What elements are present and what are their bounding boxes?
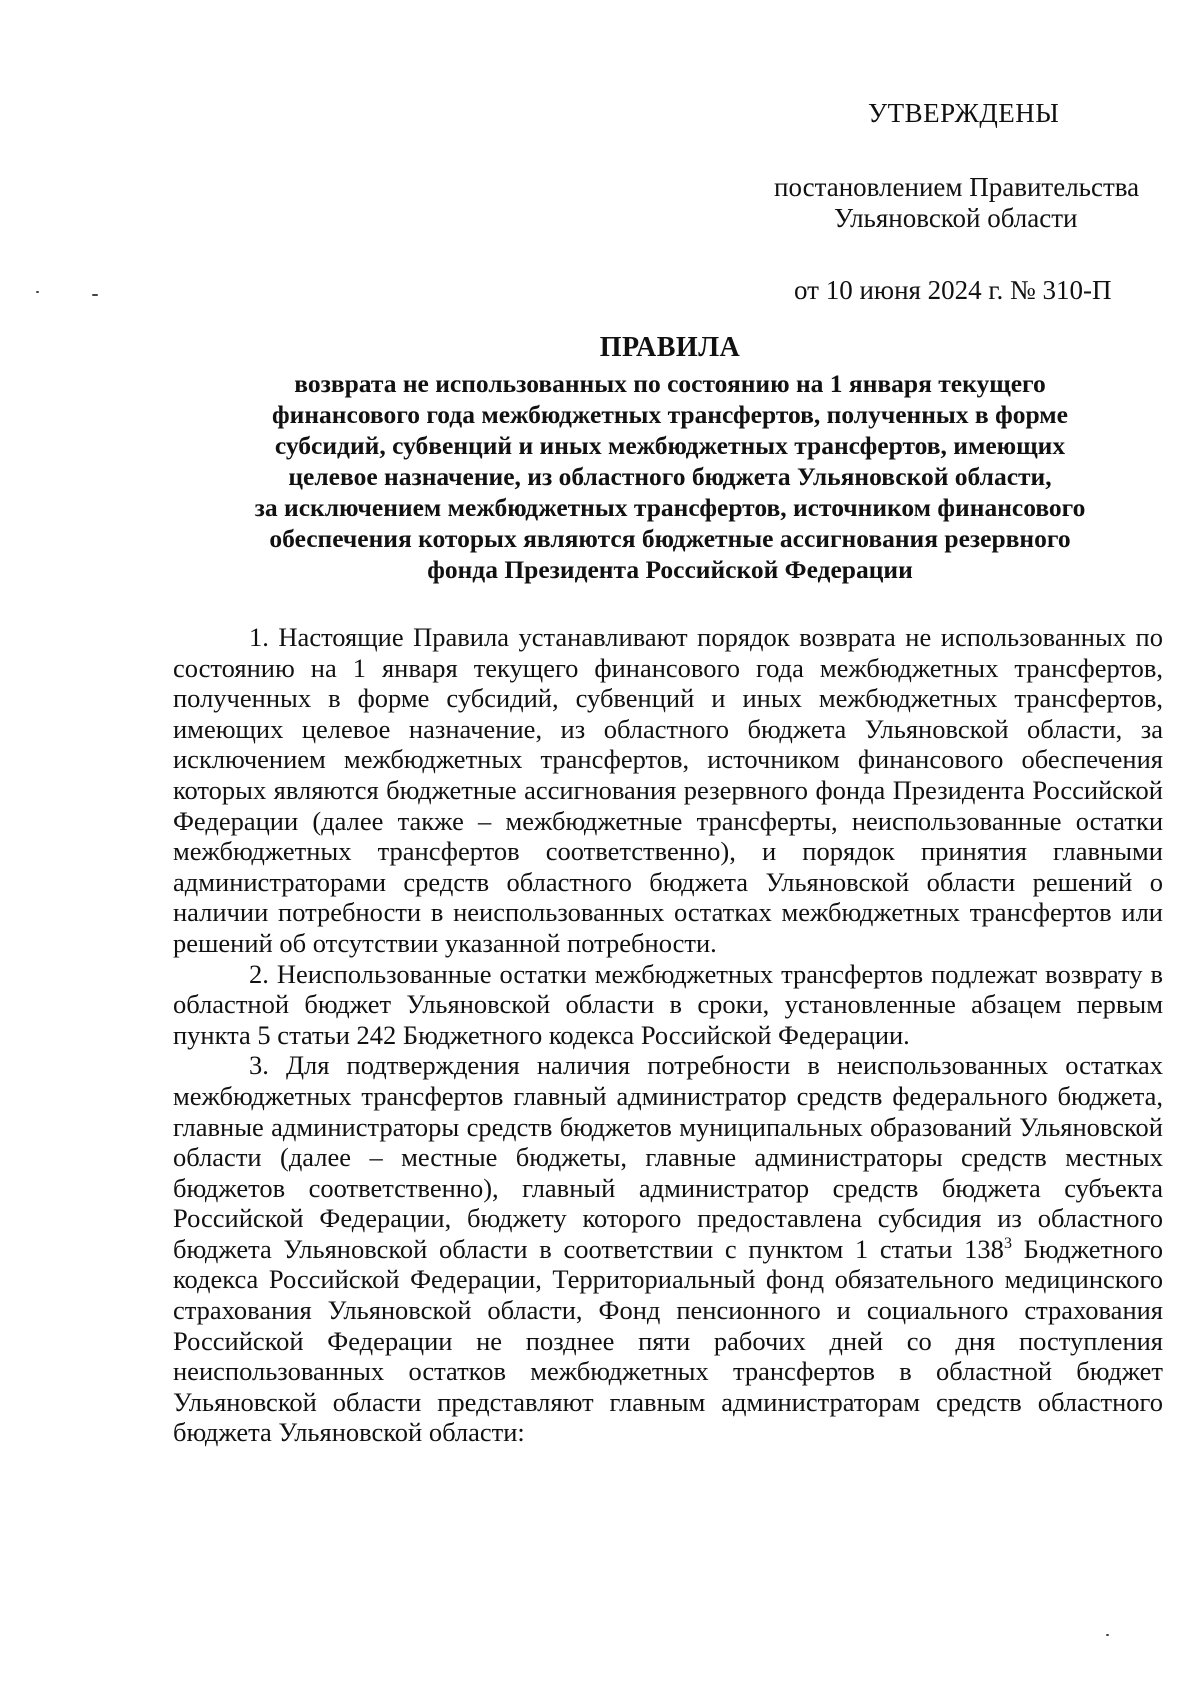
document-subtitle-line: финансового года межбюджетных трансфертов, полученных в форме xyxy=(272,400,1068,429)
approval-resolution-line: постановлением Правительства xyxy=(774,172,1140,202)
scan-speck xyxy=(1106,1634,1109,1636)
document-subtitle-line: фонда Президента Российской Федерации xyxy=(427,555,913,584)
document-body xyxy=(173,622,1163,1448)
document-subtitle-line: субсидий, субвенций и иных межбюджетных трансфертов, имеющих xyxy=(274,431,1066,460)
document-subtitle-line: целевое назначение, из областного бюджета Ульяновской области, xyxy=(288,462,1052,491)
paragraph-3 xyxy=(173,1050,1163,1448)
approval-region-line: Ульяновской области xyxy=(834,203,1078,233)
document-subtitle-line: за исключением межбюджетных трансфертов, источником финансового xyxy=(254,493,1086,522)
article-number-superscript: 3 xyxy=(1003,1235,1012,1253)
scan-speck xyxy=(92,294,98,296)
document-title: ПРАВИЛА xyxy=(599,332,741,363)
paragraph-1: 1. Настоящие Правила устанавливают порядок возврата не использованных по состоянию на 1 января текущего финансового года межбюджетных трансфертов, полученных в форме субсидий, субвенций и иных межбюджетных трансфертов, имеющих целевое назначение, из областного бюджета Ульяновской области, за исключением межбюджетных трансфертов, источником финансового обеспечения которых являются бюджетные ассигнования резервного фонда Президента Российской Федерации (далее также – межбюджетные трансферты, неиспользованные остатки межбюджетных трансфертов соответственно), и порядок принятия главными администраторами средств областного бюджета Ульяновской области решений о наличии потребности в неиспользованных остатках межбюджетных трансфертов или решений об отсутствии указанной потребности. xyxy=(173,622,1163,958)
document-title-block xyxy=(170,332,1170,585)
paragraph-2: 2. Неиспользованные остатки межбюджетных трансфертов подлежат возврату в областной бюджет Ульяновской области в сроки, установленные абзацем первым пункта 5 статьи 242 Бюджетного кодекса Российской Федерации. xyxy=(173,958,1163,1050)
paragraph-3-text-continued: Бюджетного кодекса Российской Федерации, Территориальный фонд обязательного медицинского страхования Ульяновской области, Фонд пенсионного и социального страхования Российской Федерации не позднее пяти рабочих дней со дня поступления неиспользованных остатков межбюджетных трансфертов в областной бюджет Ульяновской области представляют главным администраторам средств областного бюджета Ульяновской области: xyxy=(173,1233,1163,1448)
scan-speck xyxy=(36,291,39,293)
approval-date-number: от 10 июня 2024 г. № 310-П xyxy=(794,275,1112,305)
document-subtitle-line: обеспечения которых являются бюджетные ассигнования резервного xyxy=(269,524,1071,553)
document-subtitle-line: возврата не использованных по состоянию на 1 января текущего xyxy=(294,369,1046,398)
paragraph-3-text: 3. Для подтверждения наличия потребности в неиспользованных остатках межбюджетных трансфертов главный администратор средств федерального бюджета, главные администраторы средств бюджетов муниципальных образований Ульяновской области (далее – местные бюджеты, главные администраторы средств местных бюджетов соответственно), главный администратор средств бюджета субъекта Российской Федерации, бюджету которого предоставлена субсидия из областного бюджета Ульяновской области в соответствии с пунктом 1 статьи 138 xyxy=(173,1050,1163,1264)
approval-stamp-heading: УТВЕРЖДЕНЫ xyxy=(868,98,1060,128)
